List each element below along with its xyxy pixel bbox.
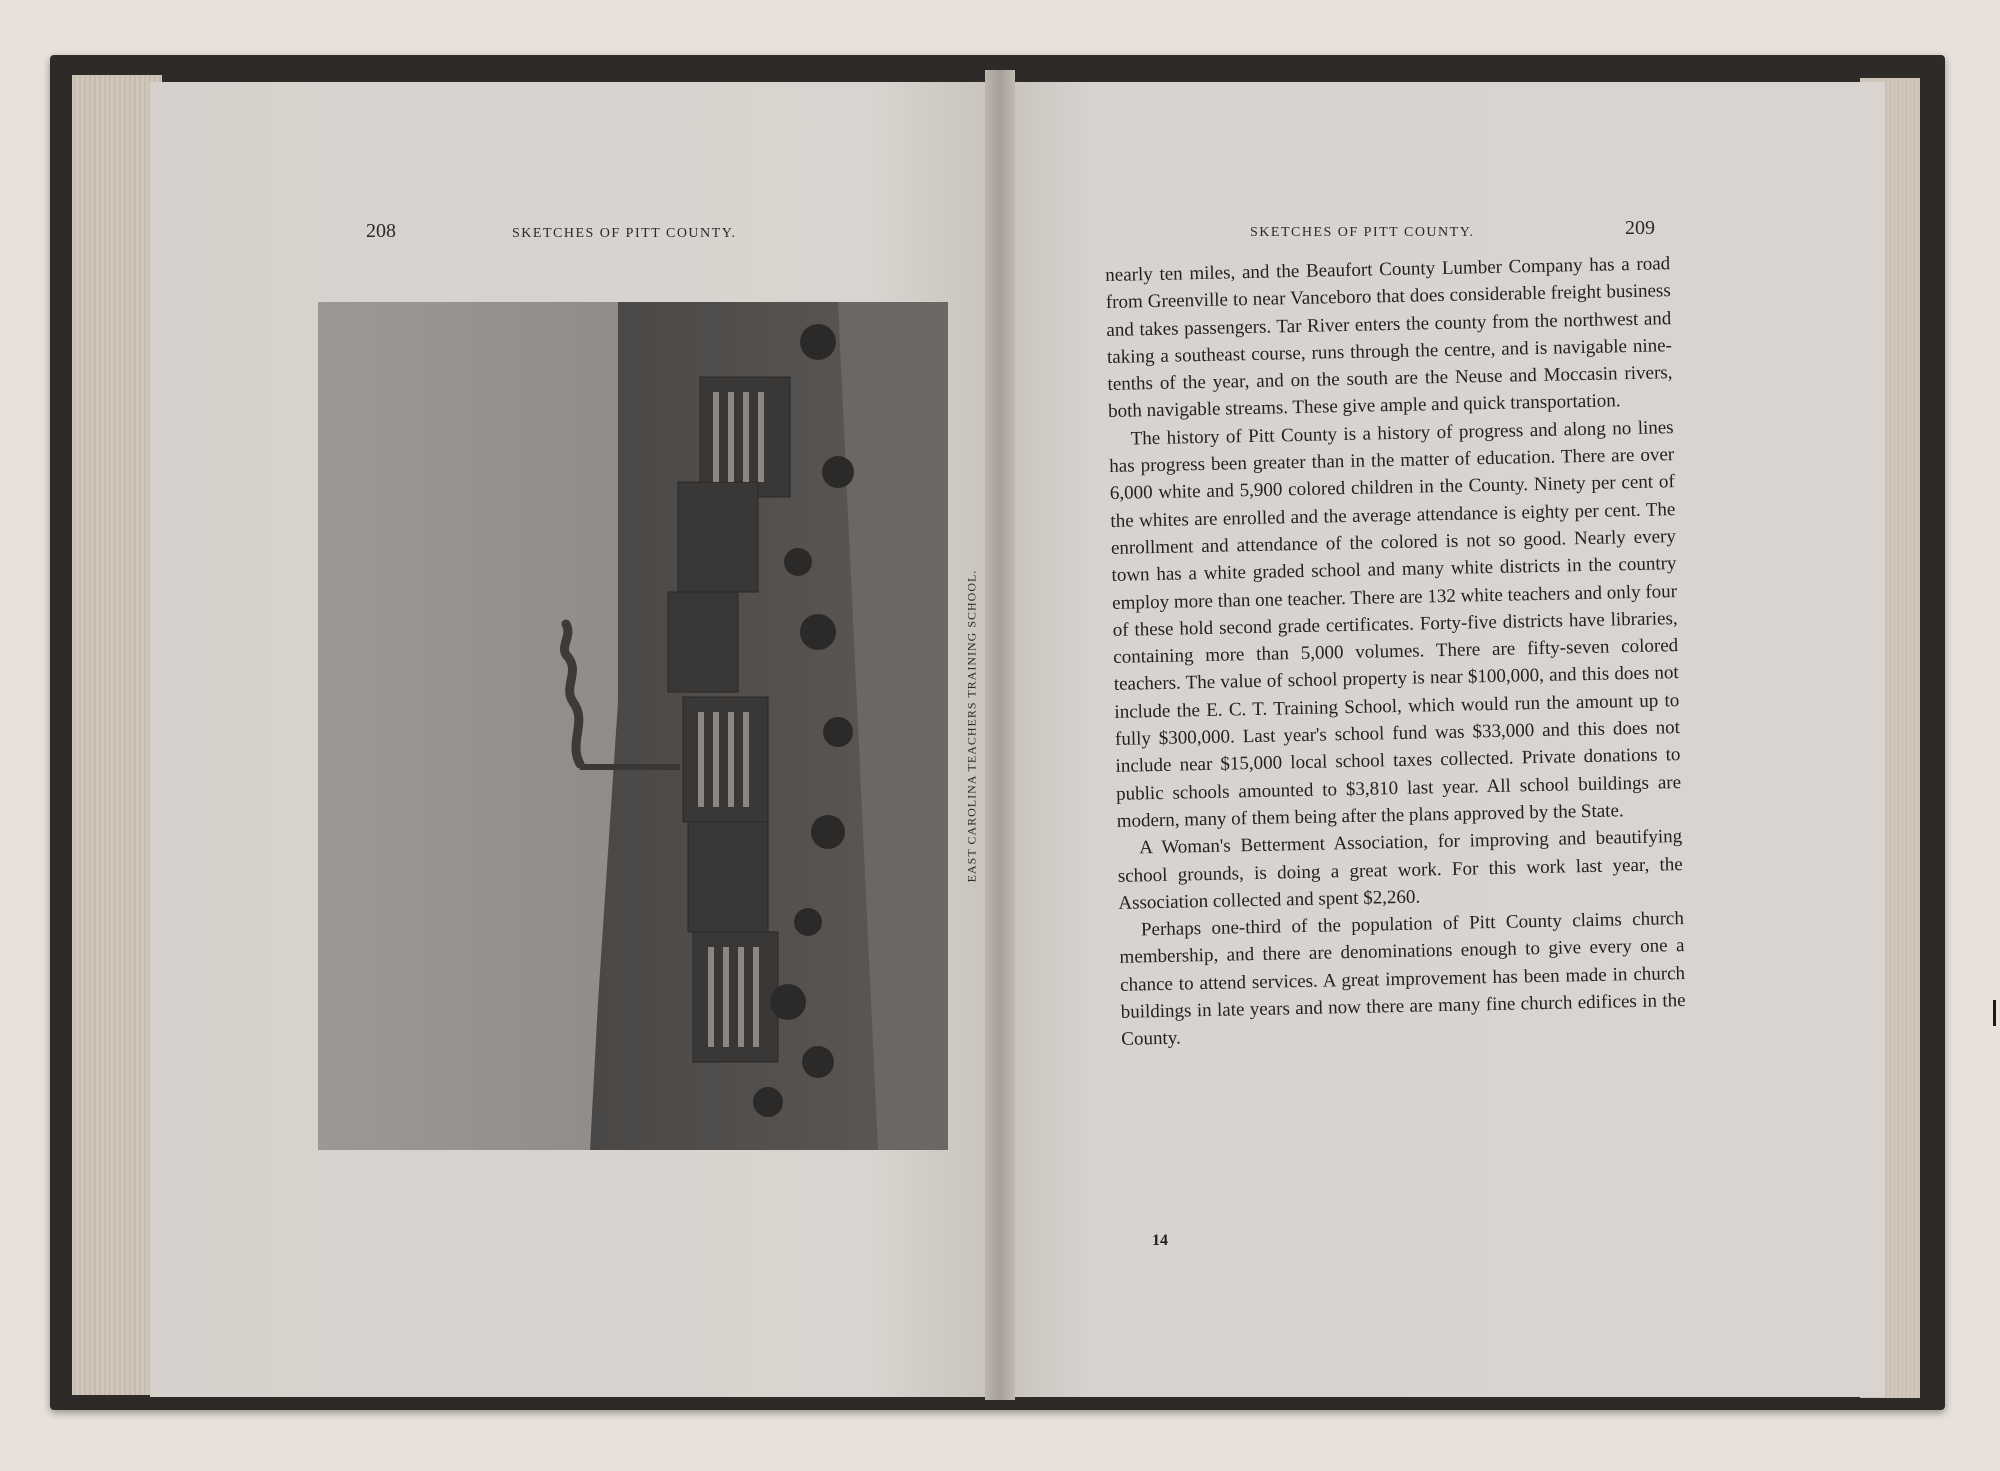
paragraph-betterment-association: A Woman's Betterment Association, for improving and beautifying school grounds, is doing a great work. For this work last year, the Association collected and spent $2,260.: [1117, 826, 1683, 914]
paragraph-education: The history of Pitt County is a history of progress and along no lines has progress been greater than in the matter of education. There are over 6,000 white and 5,900 colored children in the County. Ninety per cent of the whites are enrolled and the average attendance is eighty per cent. The enrollment and attendance of the colored is not so good. Nearly every town has a white graded school and many white districts in the country employ more than one teacher. There are 132 white teachers and only four of these hold second grade certificates. Forty-five districts have libraries, containing more than 5,000 volumes. There are fifty-seven colored teachers. The value of school property is near $100,000, and this does not include the E. C. T. Training School, which would run the amount up to fully $300,000. Last year's school fund was $33,000 and this does not include near $15,000 local school taxes collected. Private donations to public schools amounted to $3,810 last year. All school buildings are modern, many of them being after the plans approved by the State.: [1109, 416, 1682, 832]
scanner-edge-mark: [1993, 1000, 1996, 1026]
left-running-head: SKETCHES OF PITT COUNTY.: [512, 226, 737, 241]
right-running-head: SKETCHES OF PITT COUNTY.: [1250, 225, 1475, 240]
left-page-number: 208: [366, 220, 396, 242]
paragraph-churches: Perhaps one-third of the population of Pitt County claims church membership, and there are denominations enough to give every one a chance to attend services. A great improvement has been made in church buildings in late years and now there are many fine church edifices in the County.: [1119, 908, 1686, 1051]
paragraph-transportation: nearly ten miles, and the Beaufort County Lumber Company has a road from Greenville to near Vanceboro that does considerable freight business and takes passengers. Tar River enters the county from the northwest and taking a southeast course, runs through the centre, and is navigable nine-tenths of the year, and on the south are the Neuse and Moccasin rivers, both navigable streams. These give ample and quick transportation.: [1105, 253, 1673, 423]
signature-mark: 14: [1152, 1232, 1168, 1249]
campus-illustration-plate: [318, 302, 948, 1150]
book-gutter: [985, 70, 1015, 1400]
right-page-number: 209: [1625, 217, 1655, 239]
left-page-edges: [72, 75, 162, 1395]
plate-caption: EAST CAROLINA TEACHERS TRAINING SCHOOL.: [964, 569, 979, 883]
campus-illustration: [318, 302, 948, 1150]
body-text: [1105, 250, 1686, 1053]
